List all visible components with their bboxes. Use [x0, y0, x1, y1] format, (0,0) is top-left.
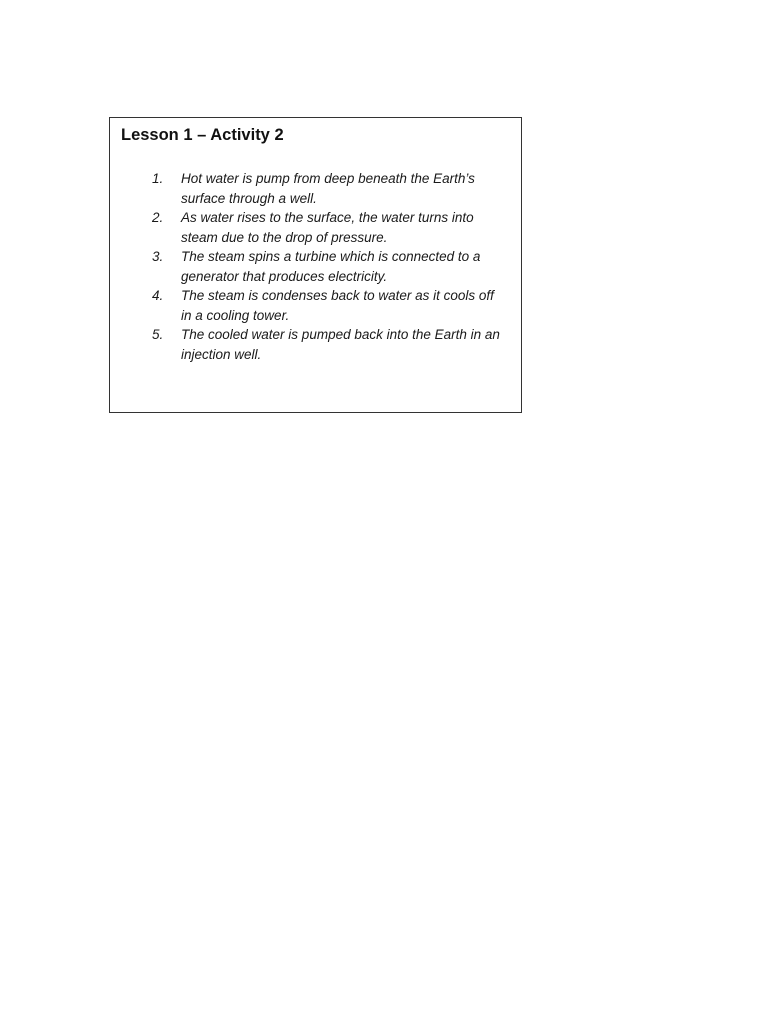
- list-item: [110, 325, 521, 364]
- activity-title: Lesson 1 – Activity 2: [121, 126, 284, 144]
- step-number: 3.: [152, 249, 164, 264]
- list-item: [110, 208, 521, 247]
- step-text: Hot water is pump from deep beneath the Earth’s surface through a well.: [181, 171, 475, 206]
- activity-box: [109, 117, 522, 413]
- step-text: The steam is condenses back to water as it cools off in a cooling tower.: [181, 288, 494, 323]
- activity-steps-list: [110, 169, 521, 364]
- step-text: The cooled water is pumped back into the Earth in an injection well.: [181, 327, 500, 362]
- list-item: [110, 169, 521, 208]
- step-number: 2.: [152, 210, 164, 225]
- step-number: 5.: [152, 327, 164, 342]
- step-number: 1.: [152, 171, 164, 186]
- step-text: As water rises to the surface, the water turns into steam due to the drop of pressure.: [181, 210, 474, 245]
- step-text: The steam spins a turbine which is connected to a generator that produces electricity.: [181, 249, 481, 284]
- step-number: 4.: [152, 288, 164, 303]
- list-item: [110, 247, 521, 286]
- list-item: [110, 286, 521, 325]
